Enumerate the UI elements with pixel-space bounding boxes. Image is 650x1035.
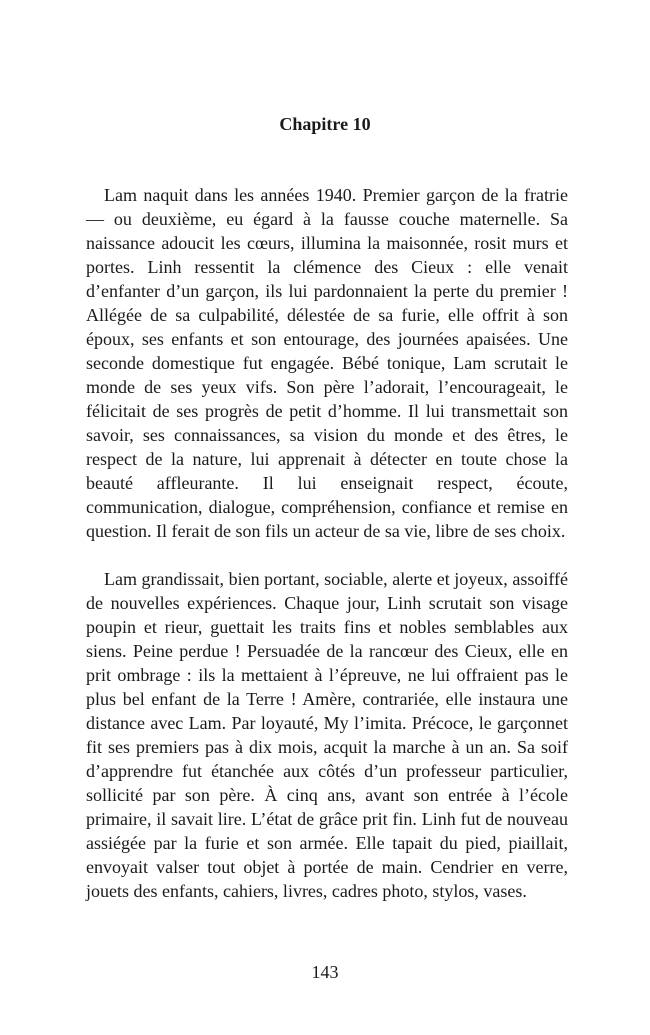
paragraph-2: Lam grandissait, bien portant, sociable, alerte et joyeux, assoiffé de nouvelles expériences. Chaque jour, Linh scrutait son visage poupin et rieur, guettait les traits fins et nobles semblables aux siens. Peine perdue ! Persuadée de la rancœur des Cieux, elle en prit ombrage : ils la mettaient à l’épreuve, ne lui offraient pas le plus bel enfant de la Terre ! Amère, contrariée, elle instaura une distance avec Lam. Par loyauté, My l’imita. Précoce, le garçonnet fit ses premiers pas à dix mois, acquit la marche à un an. Sa soif d’apprendre fut étanchée aux côtés d’un professeur particulier, sollicité par son père. À cinq ans, avant son entrée à l’école primaire, il savait lire. L’état de grâce prit fin. Linh fut de nouveau assiégée par la furie et son armée. Elle tapait du pied, piaillait, envoyait valser tout objet à portée de main. Cendrier en verre, jouets des enfants, cahiers, livres, cadres photo, stylos, vases. — [86, 569, 568, 901]
paragraph-1: Lam naquit dans les années 1940. Premier garçon de la fratrie — ou deuxième, eu égard à la fausse couche maternelle. Sa naissance adoucit les cœurs, illumina la maisonnée, rosit murs et portes. Linh ressentit la clémence des Cieux : elle venait d’enfanter d’un garçon, ils lui pardonnaient la perte du premier ! Allégée de sa culpabilité, délestée de sa furie, elle offrit à son époux, ses enfants et son entourage, des journées apaisées. Une seconde domestique fut engagée. Bébé tonique, Lam scrutait le monde de ses yeux vifs. Son père l’adorait, l’encourageait, le félicitait de ses progrès de petit d’homme. Il lui transmettait son savoir, ses connaissances, sa vision du monde et des êtres, le respect de la nature, lui apprenait à détecter en toute chose la beauté affleurante. Il lui enseignait respect, écoute, communication, dialogue, compréhension, confiance et remise en question. Il ferait de son fils un acteur de sa vie, libre de ses choix. — [86, 185, 568, 541]
chapter-body — [86, 183, 568, 903]
chapter-title: Chapitre 10 — [279, 114, 371, 134]
page-number: 143 — [311, 962, 339, 982]
